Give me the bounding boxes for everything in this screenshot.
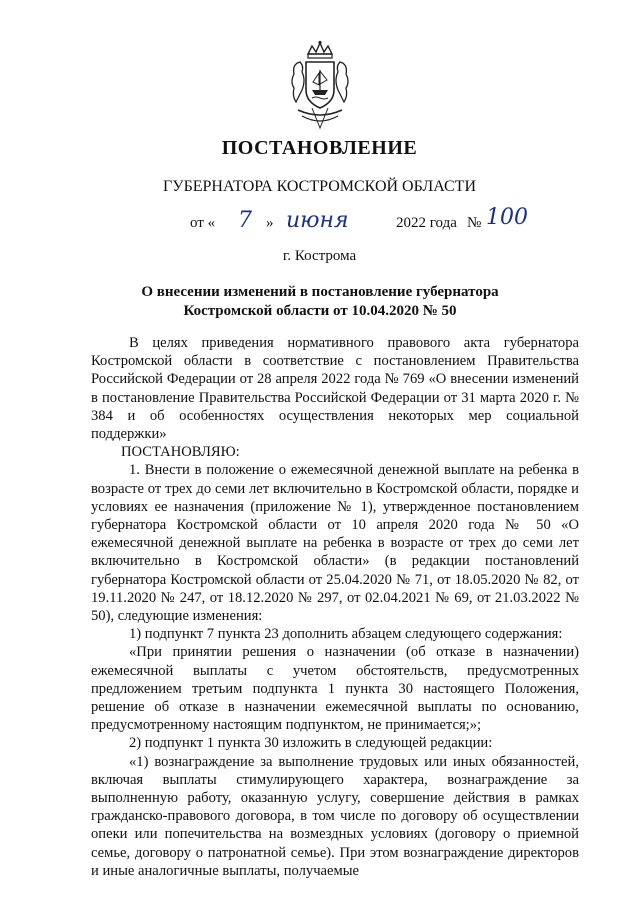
heading-line-1: О внесении изменений в постановление губернатора	[141, 284, 499, 300]
date-close-quote: »	[266, 215, 274, 231]
paragraph-subitem-2: 2) подпункт 1 пункта 30 изложить в следующей редакции:	[129, 735, 493, 752]
date-prefix: от «	[190, 215, 216, 231]
document-body	[91, 334, 579, 880]
paragraph-quote-1: «При принятии решения о назначении (об отказе в назначении) ежемесячной выплаты с учетом обстоятельств, предусмотренных предложением третьим подпункта 1 пункта 30 настоящего Положения, решение об отказе в назначении ежемесячной выплаты по основанию, предусмотренному настоящим подпунктом, не принимается;»;	[91, 644, 579, 734]
city: г. Кострома	[282, 248, 357, 264]
date-month: июня	[286, 208, 349, 233]
date-day: 7	[238, 208, 252, 233]
document-heading	[120, 283, 520, 321]
heading-line-2: Костромской области от 10.04.2020 № 50	[183, 303, 457, 319]
document-title: ПОСТАНОВЛЕНИЕ	[221, 137, 418, 159]
paragraph-preamble: В целях приведения нормативного правового акта губернатора Костромской области в соответствие с постановлением Правительства Российской Федерации от 28 апреля 2022 года № 769 «О внесении изменений в постановление Правительства Российской Федерации от 31 марта 2020 г. № 384 и об особенностях осуществления некоторых мер социальной поддержки»	[91, 335, 579, 443]
paragraph-quote-2: «1) вознаграждение за выполнение трудовых или иных обязанностей, включая выплаты стимулирующего характера, вознаграждение за выполненную работу, оказанную услугу, совершение действия в рамках гражданско-правового договора, в том числе по договору об осуществлении опеки или попечительства на возмездных условиях (договору о приемной семье, договору о патронатной семье). При этом вознаграждение директоров и иные аналогичные выплаты, получаемые	[91, 753, 579, 879]
number-sign: №	[467, 215, 482, 231]
paragraph-subitem-1: 1) подпункт 7 пункта 23 дополнить абзацем следующего содержания:	[129, 626, 563, 643]
document-issuer: ГУБЕРНАТОРА КОСТРОМСКОЙ ОБЛАСТИ	[162, 178, 476, 195]
paragraph-resolve: ПОСТАНОВЛЯЮ:	[121, 444, 240, 461]
coat-of-arms-icon	[288, 40, 352, 130]
document-number: 100	[486, 205, 528, 230]
date-line	[190, 205, 530, 239]
paragraph-item-1: 1. Внести в положение о ежемесячной денежной выплате на ребенка в возрасте от трех до семи лет включительно в Костромской области, порядке и условиях ее назначения (приложение № 1), утвержденное постановлением губернатора Костромской области от 10 апреля 2020 года № 50 «О ежемесячной денежной выплате на ребенка в возрасте от трех до семи лет включительно в Костромской области» (в редакции постановлений губернатора Костромской области от 25.04.2020 № 71, от 18.05.2020 № 82, от 19.11.2020 № 247, от 18.12.2020 № 297, от 02.04.2021 № 69, от 21.03.2022 № 50), следующие изменения:	[91, 462, 579, 625]
date-year: 2022 года	[396, 215, 457, 231]
